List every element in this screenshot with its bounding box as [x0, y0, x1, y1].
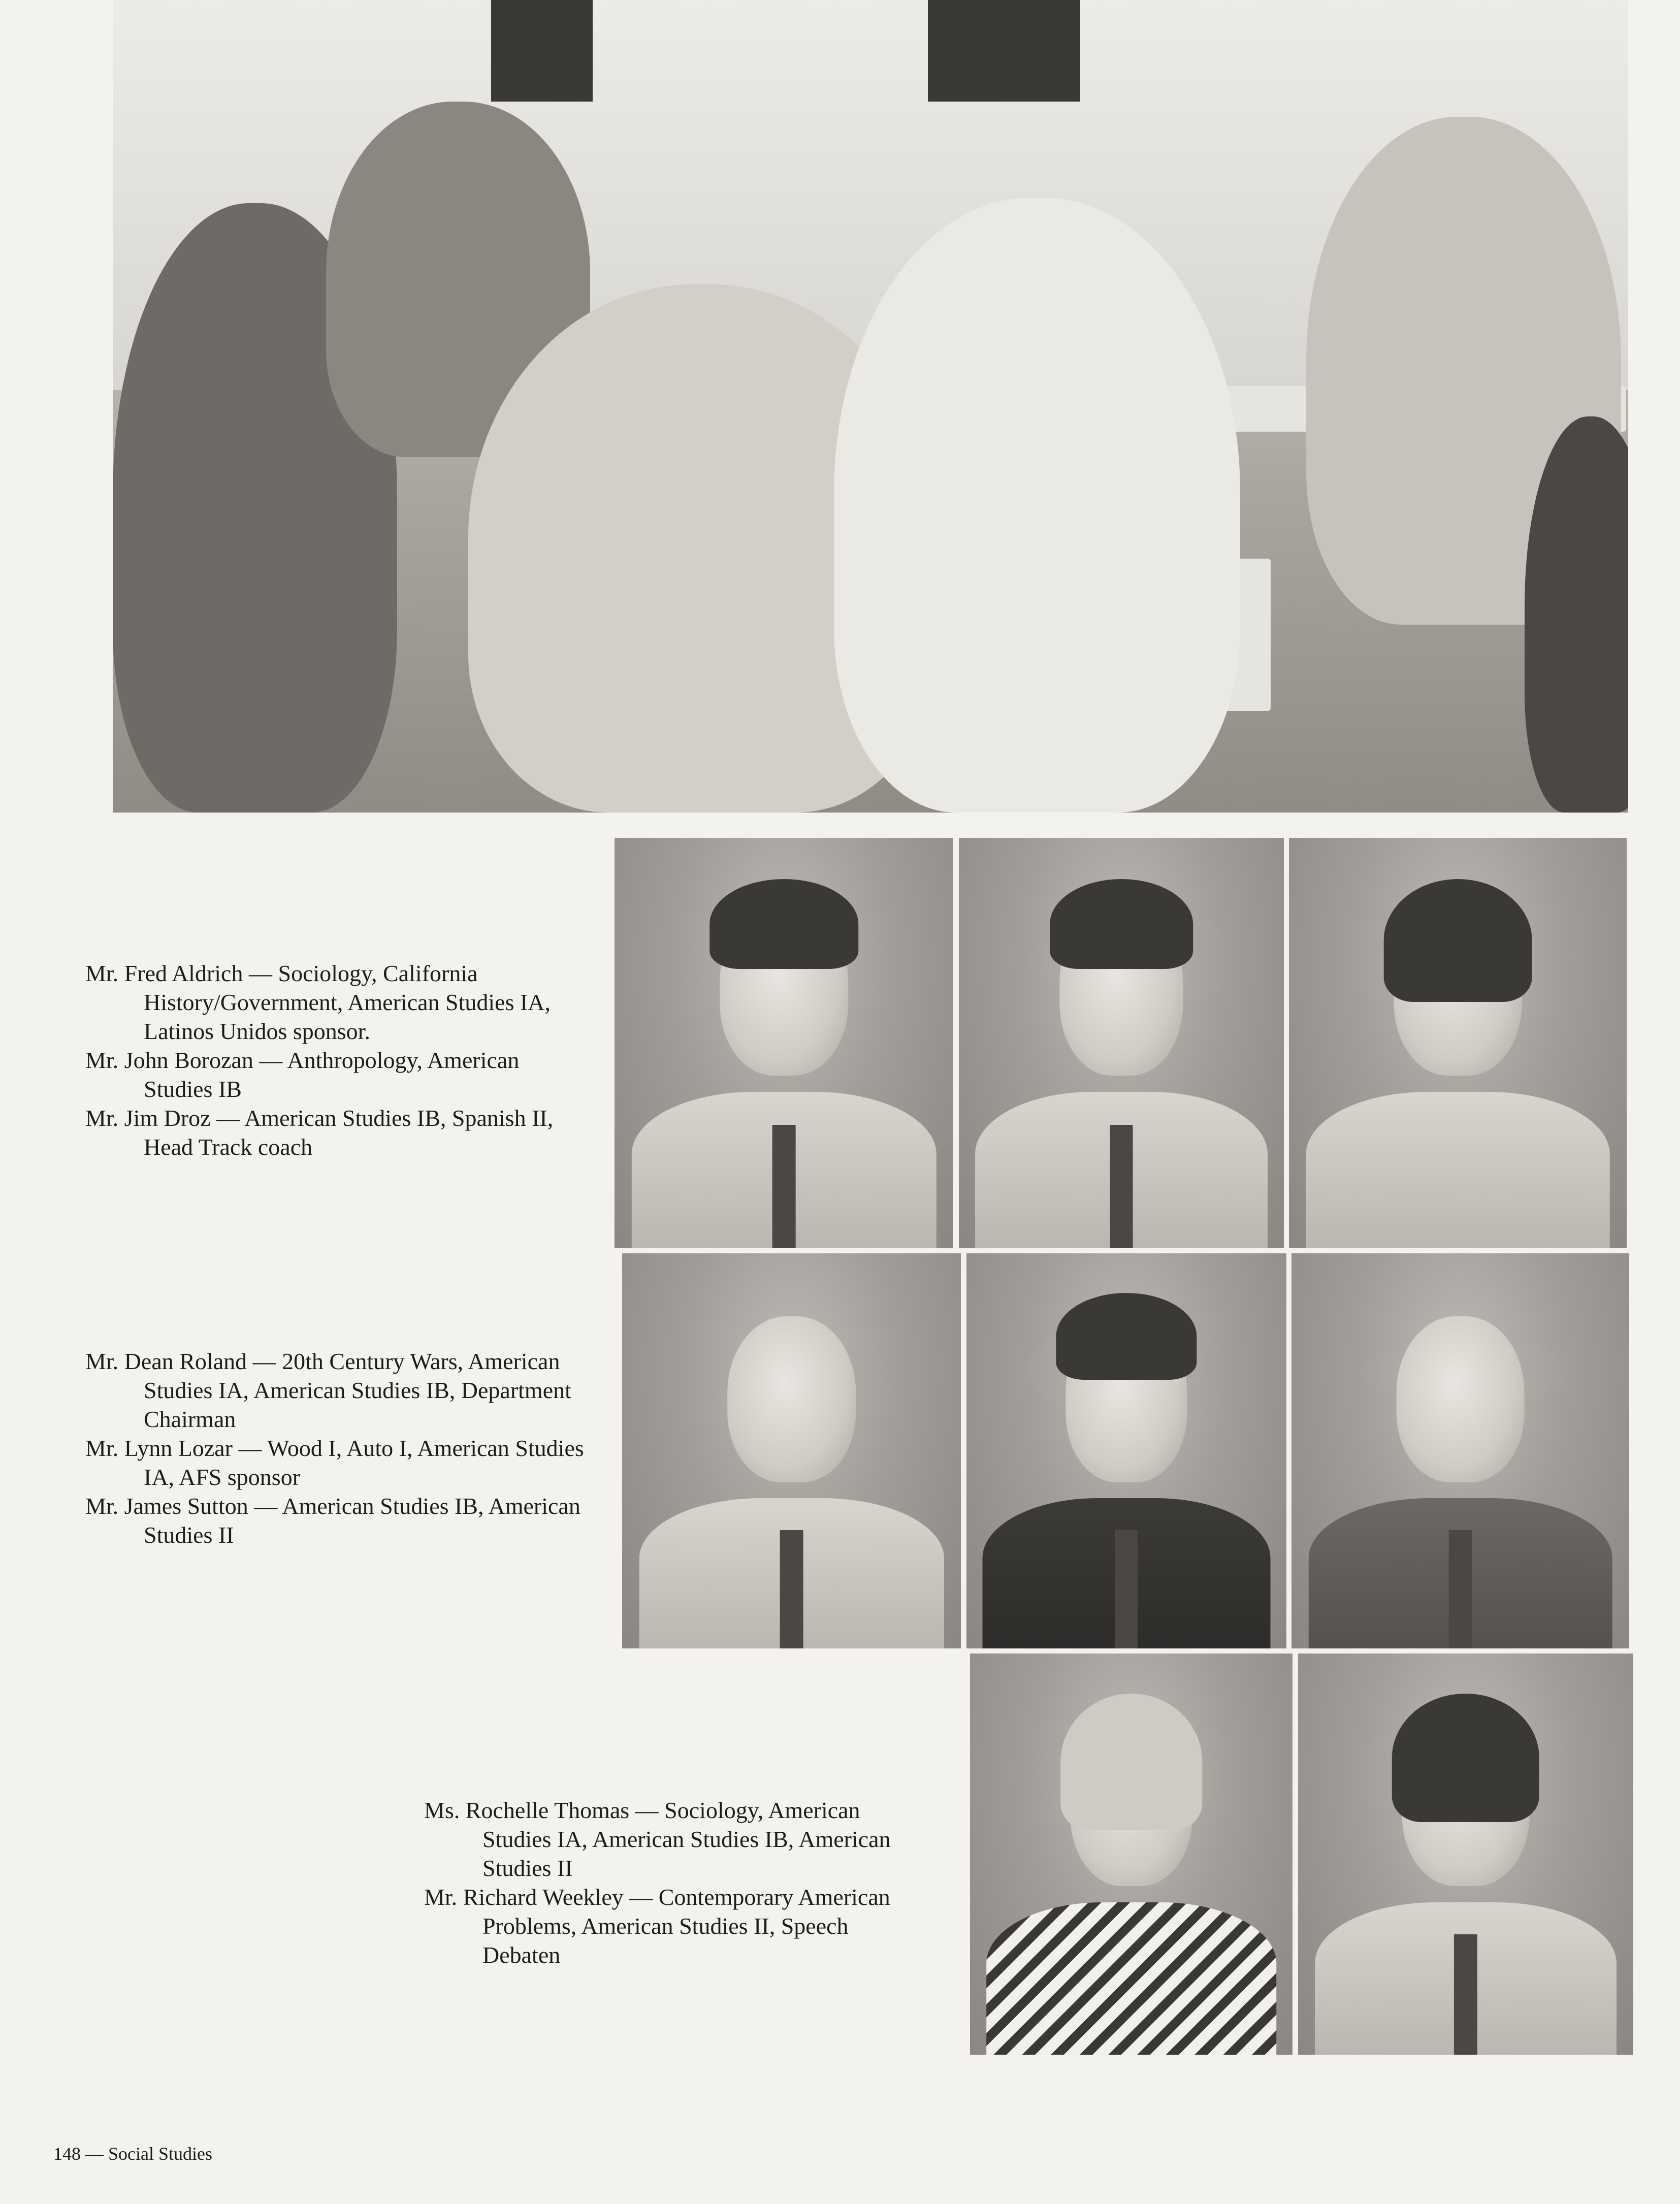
caption-john-borozan: Mr. John Borozan — Anthropology, American Studies IB — [85, 1047, 520, 1102]
caption-jim-droz: Mr. Jim Droz — American Studies IB, Spanish II, Head Track coach — [85, 1105, 554, 1160]
portrait-john-borozan — [959, 838, 1284, 1248]
caption-james-sutton: Mr. James Sutton — American Studies IB, American Studies II — [85, 1493, 580, 1548]
caption-lynn-lozar: Mr. Lynn Lozar — Wood I, Auto I, American Studies IA, AFS sponsor — [85, 1435, 584, 1490]
caption-richard-weekley: Mr. Richard Weekley — Contemporary American Problems, American Studies II, Speech Debaten — [424, 1884, 890, 1968]
page-footer: 148 — Social Studies — [53, 2144, 212, 2164]
portrait-dean-roland — [622, 1253, 961, 1648]
caption-group-2 — [85, 1347, 603, 1549]
portrait-jim-droz — [1289, 838, 1627, 1248]
portrait-lynn-lozar — [966, 1253, 1286, 1648]
caption-fred-aldrich: Mr. Fred Aldrich — Sociology, California History/Government, American Studies IA, Latinos Unidos sponsor. — [85, 960, 551, 1044]
caption-dean-roland: Mr. Dean Roland — 20th Century Wars, American Studies IA, American Studies IB, Department Chairman — [85, 1348, 571, 1432]
portrait-james-sutton — [1291, 1253, 1629, 1648]
portrait-fred-aldrich — [615, 838, 953, 1248]
portrait-richard-weekley — [1298, 1654, 1633, 2055]
caption-rochelle-thomas: Ms. Rochelle Thomas — Sociology, American Studies IA, American Studies IB, American Studies II — [424, 1797, 891, 1881]
caption-group-3 — [424, 1796, 932, 1969]
portrait-rochelle-thomas — [970, 1654, 1293, 2055]
caption-group-1 — [85, 959, 574, 1161]
classroom-photo — [113, 0, 1628, 813]
